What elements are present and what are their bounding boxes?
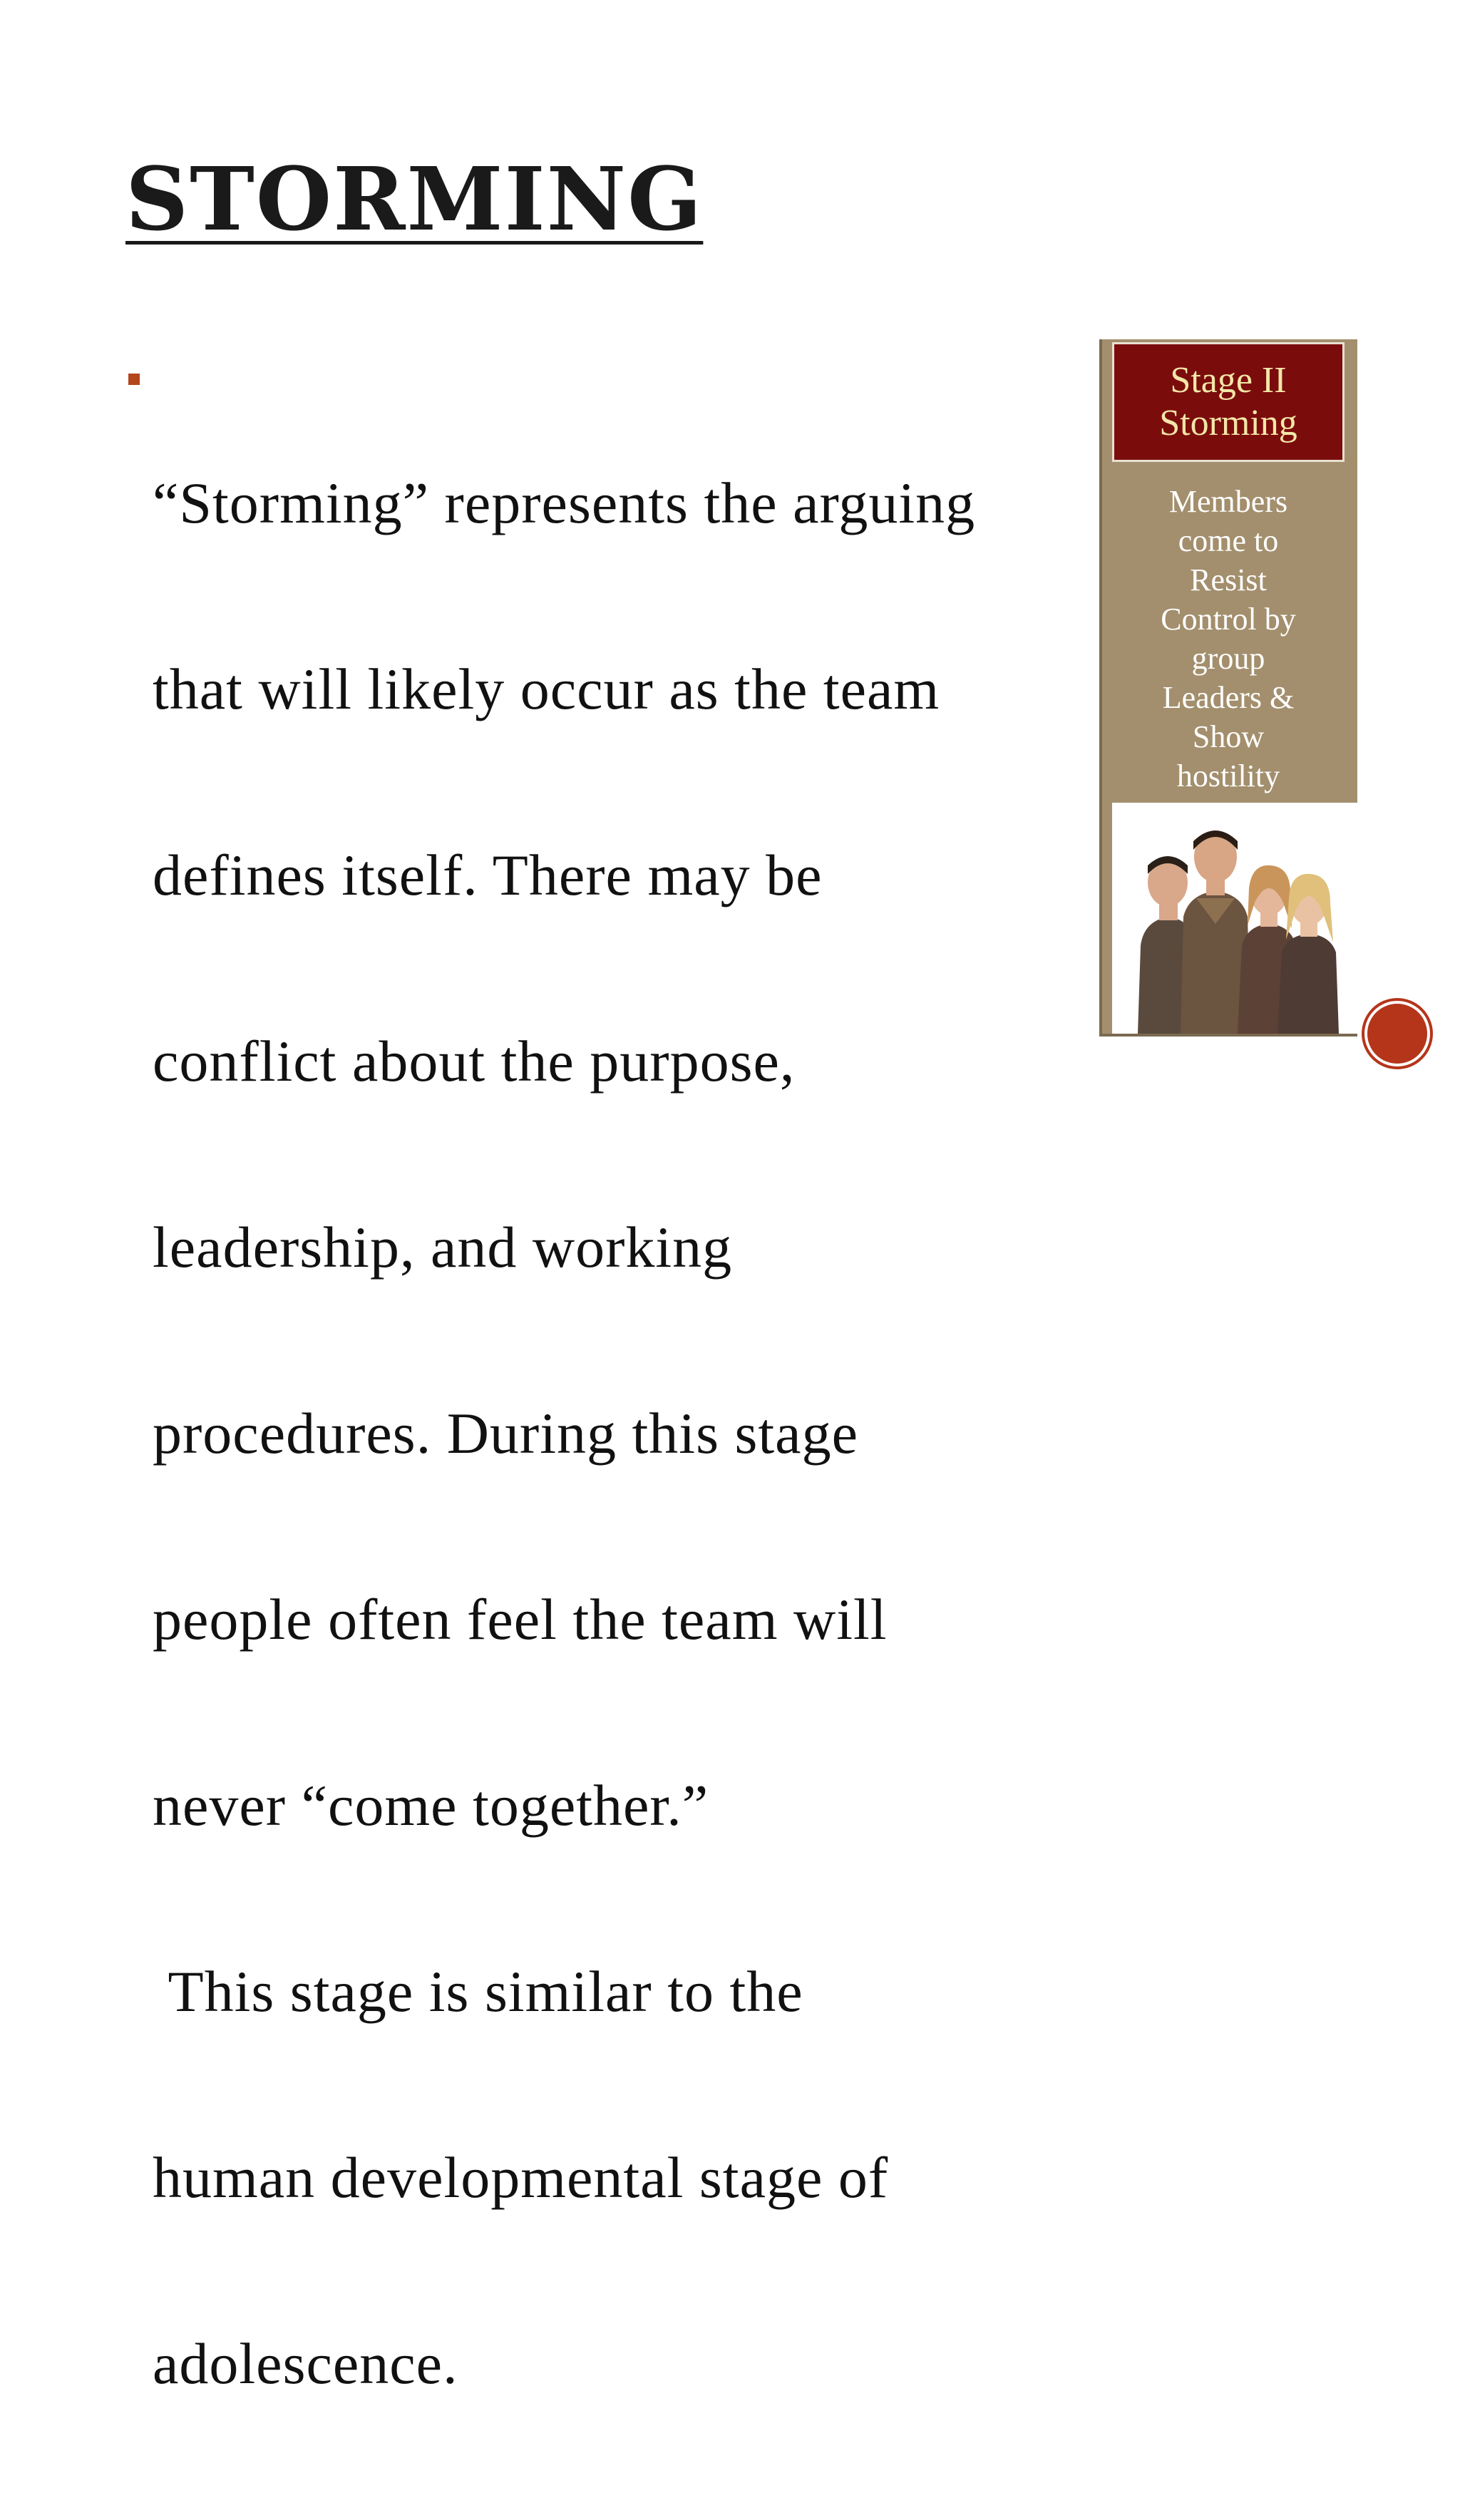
bullet-line: “Storming” represents the arguing	[153, 470, 976, 535]
bullet-text	[153, 348, 975, 2519]
people-illustration-icon	[1112, 803, 1357, 1034]
stage-name: Storming	[1159, 403, 1297, 443]
square-bullet-icon	[128, 374, 140, 385]
bullet-line: procedures. During this stage	[153, 1401, 858, 1466]
team-photo	[1112, 803, 1357, 1034]
stage-description	[1112, 482, 1345, 796]
body-text	[128, 348, 1084, 2519]
bullet-line: leadership, and working	[153, 1215, 733, 1280]
bullet-line: This stage is similar to the	[153, 1959, 803, 2024]
description-line: come to	[1178, 523, 1279, 558]
bullet-line: human developmental stage of	[153, 2145, 889, 2210]
next-slide-button[interactable]	[1364, 1001, 1430, 1066]
stage-label-box	[1112, 342, 1345, 462]
description-line: group	[1191, 641, 1265, 676]
description-line: Show	[1192, 719, 1265, 754]
bullet-item	[128, 348, 1084, 2519]
bullet-line: adolescence.	[153, 2331, 458, 2396]
bullet-line: people often feel the team will	[153, 1587, 888, 1652]
bullet-line: conflict about the purpose,	[153, 1029, 796, 1094]
description-line: hostility	[1176, 758, 1280, 793]
description-line: Resist	[1190, 562, 1267, 597]
slide-title: STORMING	[125, 148, 704, 250]
description-line: Control by	[1161, 602, 1296, 637]
bullet-line: that will likely occur as the team	[153, 657, 940, 721]
description-line: Leaders &	[1162, 680, 1295, 715]
stage-sidebar	[1099, 339, 1357, 1037]
stage-number: Stage II	[1170, 360, 1287, 401]
bullet-line: never “come together.”	[153, 1773, 709, 1838]
description-line: Members	[1168, 484, 1288, 519]
bullet-line: defines itself. There may be	[153, 843, 823, 907]
